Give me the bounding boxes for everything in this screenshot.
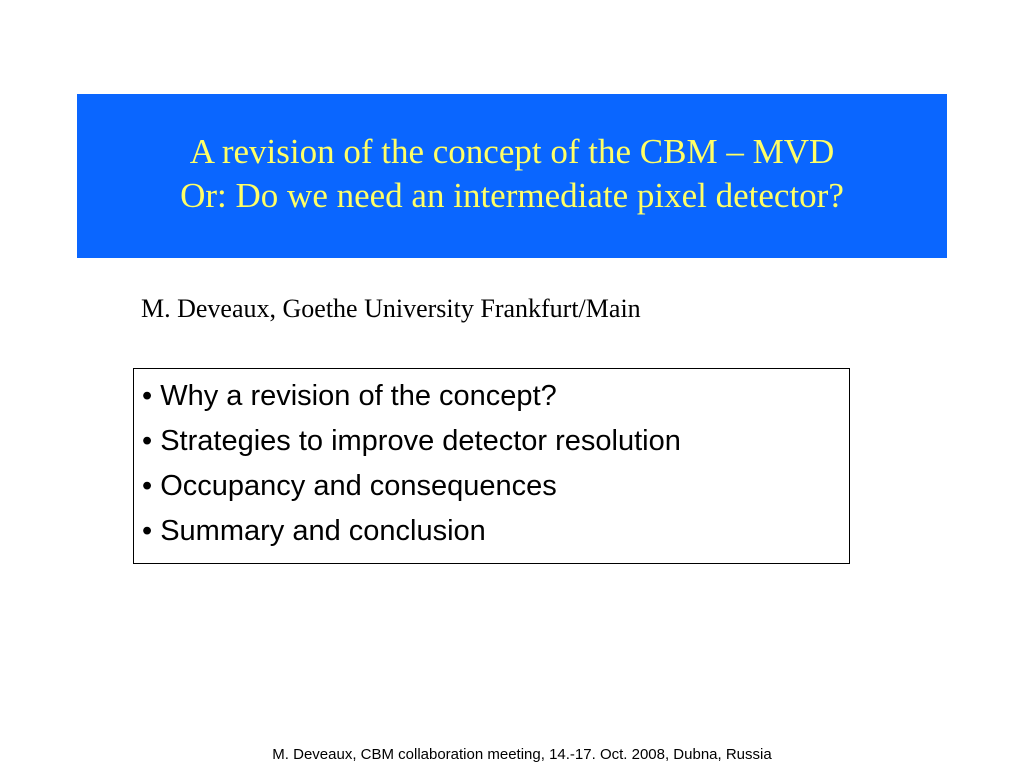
title-box [77, 94, 947, 258]
outline-item-strategies: • Strategies to improve detector resolution [142, 425, 681, 457]
author-affiliation: M. Deveaux, Goethe University Frankfurt/Main [141, 294, 641, 323]
outline-item-summary: • Summary and conclusion [142, 515, 486, 547]
outline-box [133, 368, 850, 564]
outline-item-occupancy: • Occupancy and consequences [142, 470, 557, 502]
title-line-1: A revision of the concept of the CBM – MVD [189, 132, 835, 171]
title-line-2: Or: Do we need an intermediate pixel detector? [180, 176, 844, 215]
outline-item-why-revision: • Why a revision of the concept? [142, 380, 557, 412]
footer: M. Deveaux, CBM collaboration meeting, 14.-17. Oct. 2008, Dubna, Russia [272, 746, 772, 763]
